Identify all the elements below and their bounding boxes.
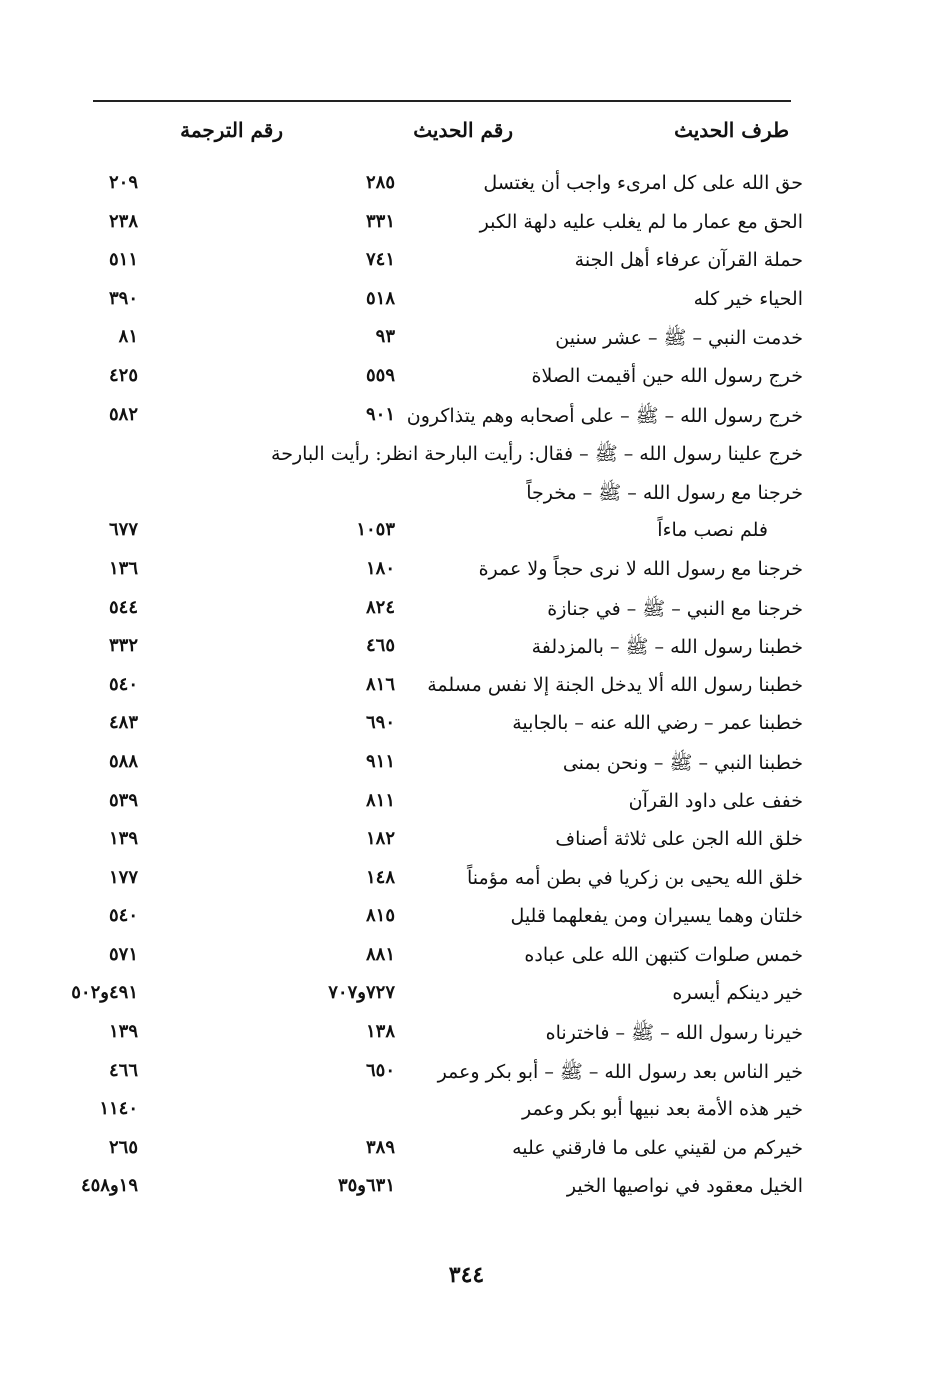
table-row xyxy=(0,477,933,516)
hadith-opening-text: خرجنا مع النبي – ﷺ – في جنازة xyxy=(547,597,803,620)
hadith-opening-text: خلتان وهما يسيران ومن يفعلهما قليل xyxy=(510,905,803,928)
table-row xyxy=(0,670,933,709)
header-hadith-opening: طرف الحديث xyxy=(674,118,789,142)
biography-number: ٢٠٩ xyxy=(108,172,138,193)
hadith-number: ٦٩٠ xyxy=(365,712,395,734)
hadith-number: ٨٨١ xyxy=(365,943,395,965)
hadith-opening-text: حملة القرآن عرفاء أهل الجنة xyxy=(574,249,803,272)
hadith-opening-text: خرجنا مع رسول الله – ﷺ – مخرجاً xyxy=(526,481,803,504)
biography-number: ١١٤٠ xyxy=(99,1098,138,1120)
hadith-opening-text: خدمت النبي – ﷺ – عشر سنين xyxy=(555,327,803,350)
hadith-number: ٧٢٧و٧٠٧ xyxy=(328,982,395,1004)
header-biography-number: رقم الترجمة xyxy=(180,118,283,142)
table-row xyxy=(0,1017,933,1056)
table-row xyxy=(0,168,933,207)
biography-number: ٦٧٧ xyxy=(108,519,138,541)
biography-number: ٥٤٠ xyxy=(108,905,138,927)
biography-number: ٥٨٢ xyxy=(108,403,138,425)
table-row xyxy=(0,1171,933,1210)
hadith-number: ١٨٢ xyxy=(365,828,395,850)
hadith-opening-text: خير هذه الأمة بعد نبيها أبو بكر وعمر xyxy=(521,1098,803,1121)
biography-number: ٤٢٥ xyxy=(108,364,138,386)
hadith-opening-text: الخيل معقود في نواصيها الخير xyxy=(566,1175,803,1198)
table-row xyxy=(0,1094,933,1133)
hadith-number: ٣٣١ xyxy=(365,210,395,232)
page-number: ٣٤٤ xyxy=(448,1262,485,1288)
table-row xyxy=(0,863,933,902)
biography-number: ٨١ xyxy=(118,326,138,348)
table-row xyxy=(0,245,933,284)
table-row xyxy=(0,515,933,554)
biography-number: ١٩و٤٥٨ xyxy=(80,1175,138,1197)
hadith-number: ١٣٨ xyxy=(365,1021,395,1043)
hadith-opening-text: فلم نصب ماءاً xyxy=(657,519,768,542)
hadith-opening-text: خمس صلوات كتبهن الله على عباده xyxy=(524,943,803,966)
hadith-opening-text: خطبنا رسول الله – ﷺ – بالمزدلفة xyxy=(531,636,803,659)
biography-number: ٢٣٨ xyxy=(108,210,138,232)
hadith-opening-text: الحياء خير كله xyxy=(693,287,803,310)
hadith-opening-text: خرج رسول الله – ﷺ – على أصحابه وهم يتذاكرون xyxy=(406,404,803,427)
biography-number: ٥٨٨ xyxy=(108,750,138,772)
biography-number: ٤٨٣ xyxy=(108,712,138,734)
table-row xyxy=(0,747,933,786)
hadith-number: ٣٨٩ xyxy=(365,1136,395,1158)
biography-number: ٥٤٤ xyxy=(108,596,138,618)
hadith-number: ٩٣ xyxy=(375,326,395,348)
hadith-number: ١٤٨ xyxy=(365,866,395,888)
hadith-opening-text: خطبنا النبي – ﷺ – ونحن بمنى xyxy=(562,751,803,774)
hadith-opening-text: خلق الله يحيى بن زكريا في بطن أمه مؤمناً xyxy=(467,866,803,889)
biography-number: ٥١١ xyxy=(108,249,138,271)
hadith-number: ٥١٨ xyxy=(365,287,395,309)
biography-number: ٥٧١ xyxy=(108,943,138,965)
hadith-number: ٨١٦ xyxy=(365,673,395,695)
table-row xyxy=(0,631,933,670)
hadith-opening-text: خير دينكم أيسره xyxy=(672,982,803,1005)
hadith-number: ١٨٠ xyxy=(365,557,395,579)
hadith-opening-text: خرج رسول الله حين أقيمت الصلاة xyxy=(531,364,803,387)
biography-number: ٥٤٠ xyxy=(108,673,138,695)
biography-number: ١٣٩ xyxy=(108,1021,138,1043)
biography-number: ١٣٩ xyxy=(108,828,138,850)
table-row xyxy=(0,1056,933,1095)
table-row xyxy=(0,284,933,323)
biography-number: ١٧٧ xyxy=(108,866,138,888)
hadith-opening-text: خطبنا رسول الله ألا يدخل الجنة إلا نفس مسلمة xyxy=(427,673,803,696)
table-row xyxy=(0,361,933,400)
hadith-number: ٧٤١ xyxy=(365,249,395,271)
hadith-number: ٨٢٤ xyxy=(365,596,395,618)
table-header xyxy=(93,112,803,152)
hadith-opening-text: خفف على داود القرآن xyxy=(628,789,803,812)
hadith-number: ٥٥٩ xyxy=(365,364,395,386)
table-row xyxy=(0,940,933,979)
table-row xyxy=(0,901,933,940)
table-row xyxy=(0,708,933,747)
index-table xyxy=(0,168,933,1210)
biography-number: ٤٦٦ xyxy=(108,1059,138,1081)
hadith-number: ٩٠١ xyxy=(365,403,395,425)
biography-number: ٣٩٠ xyxy=(108,287,138,309)
hadith-number: ١٠٥٣ xyxy=(356,519,395,541)
hadith-number: ٢٨٥ xyxy=(365,172,395,193)
header-hadith-number: رقم الحديث xyxy=(413,118,513,142)
table-row xyxy=(0,322,933,361)
hadith-opening-text: خرجنا مع رسول الله لا نرى حجاً ولا عمرة xyxy=(478,557,803,580)
table-row xyxy=(0,400,933,439)
table-row xyxy=(0,593,933,632)
table-row xyxy=(0,438,933,477)
biography-number: ٥٣٩ xyxy=(108,789,138,811)
biography-number: ٢٦٥ xyxy=(108,1136,138,1158)
hadith-opening-text: خير الناس بعد رسول الله – ﷺ – أبو بكر وعمر xyxy=(437,1060,803,1083)
biography-number: ١٣٦ xyxy=(108,557,138,579)
hadith-opening-text: خلق الله الجن على ثلاثة أصناف xyxy=(555,828,803,851)
hadith-number: ٩١١ xyxy=(365,750,395,772)
hadith-opening-text: خرج علينا رسول الله – ﷺ – فقال: رأيت البارحة انظر: رأيت البارحة xyxy=(271,443,803,466)
hadith-number: ٨١١ xyxy=(365,789,395,811)
hadith-opening-text: حق الله على كل امرىء واجب أن يغتسل xyxy=(483,172,803,194)
table-row xyxy=(0,786,933,825)
table-row xyxy=(0,824,933,863)
hadith-number: ٦٣١و٣٥ xyxy=(337,1175,395,1197)
table-row xyxy=(0,207,933,246)
table-row xyxy=(0,1133,933,1172)
hadith-number: ٤٦٥ xyxy=(365,635,395,657)
table-row xyxy=(0,554,933,593)
hadith-opening-text: الحق مع عمار ما لم يغلب عليه دلهة الكبر xyxy=(479,210,803,233)
hadith-number: ٨١٥ xyxy=(365,905,395,927)
hadith-opening-text: خيرنا رسول الله – ﷺ – فاخترناه xyxy=(545,1022,803,1045)
hadith-opening-text: خيركم من لقيني على ما فارقني عليه xyxy=(512,1136,803,1159)
header-top-rule xyxy=(93,100,791,102)
hadith-opening-text: خطبنا عمر – رضي الله عنه – بالجابية xyxy=(512,712,803,735)
biography-number: ٤٩١و٥٠٢ xyxy=(71,982,138,1004)
hadith-number: ٦٥٠ xyxy=(365,1059,395,1081)
table-row xyxy=(0,978,933,1017)
biography-number: ٣٣٢ xyxy=(108,635,138,657)
